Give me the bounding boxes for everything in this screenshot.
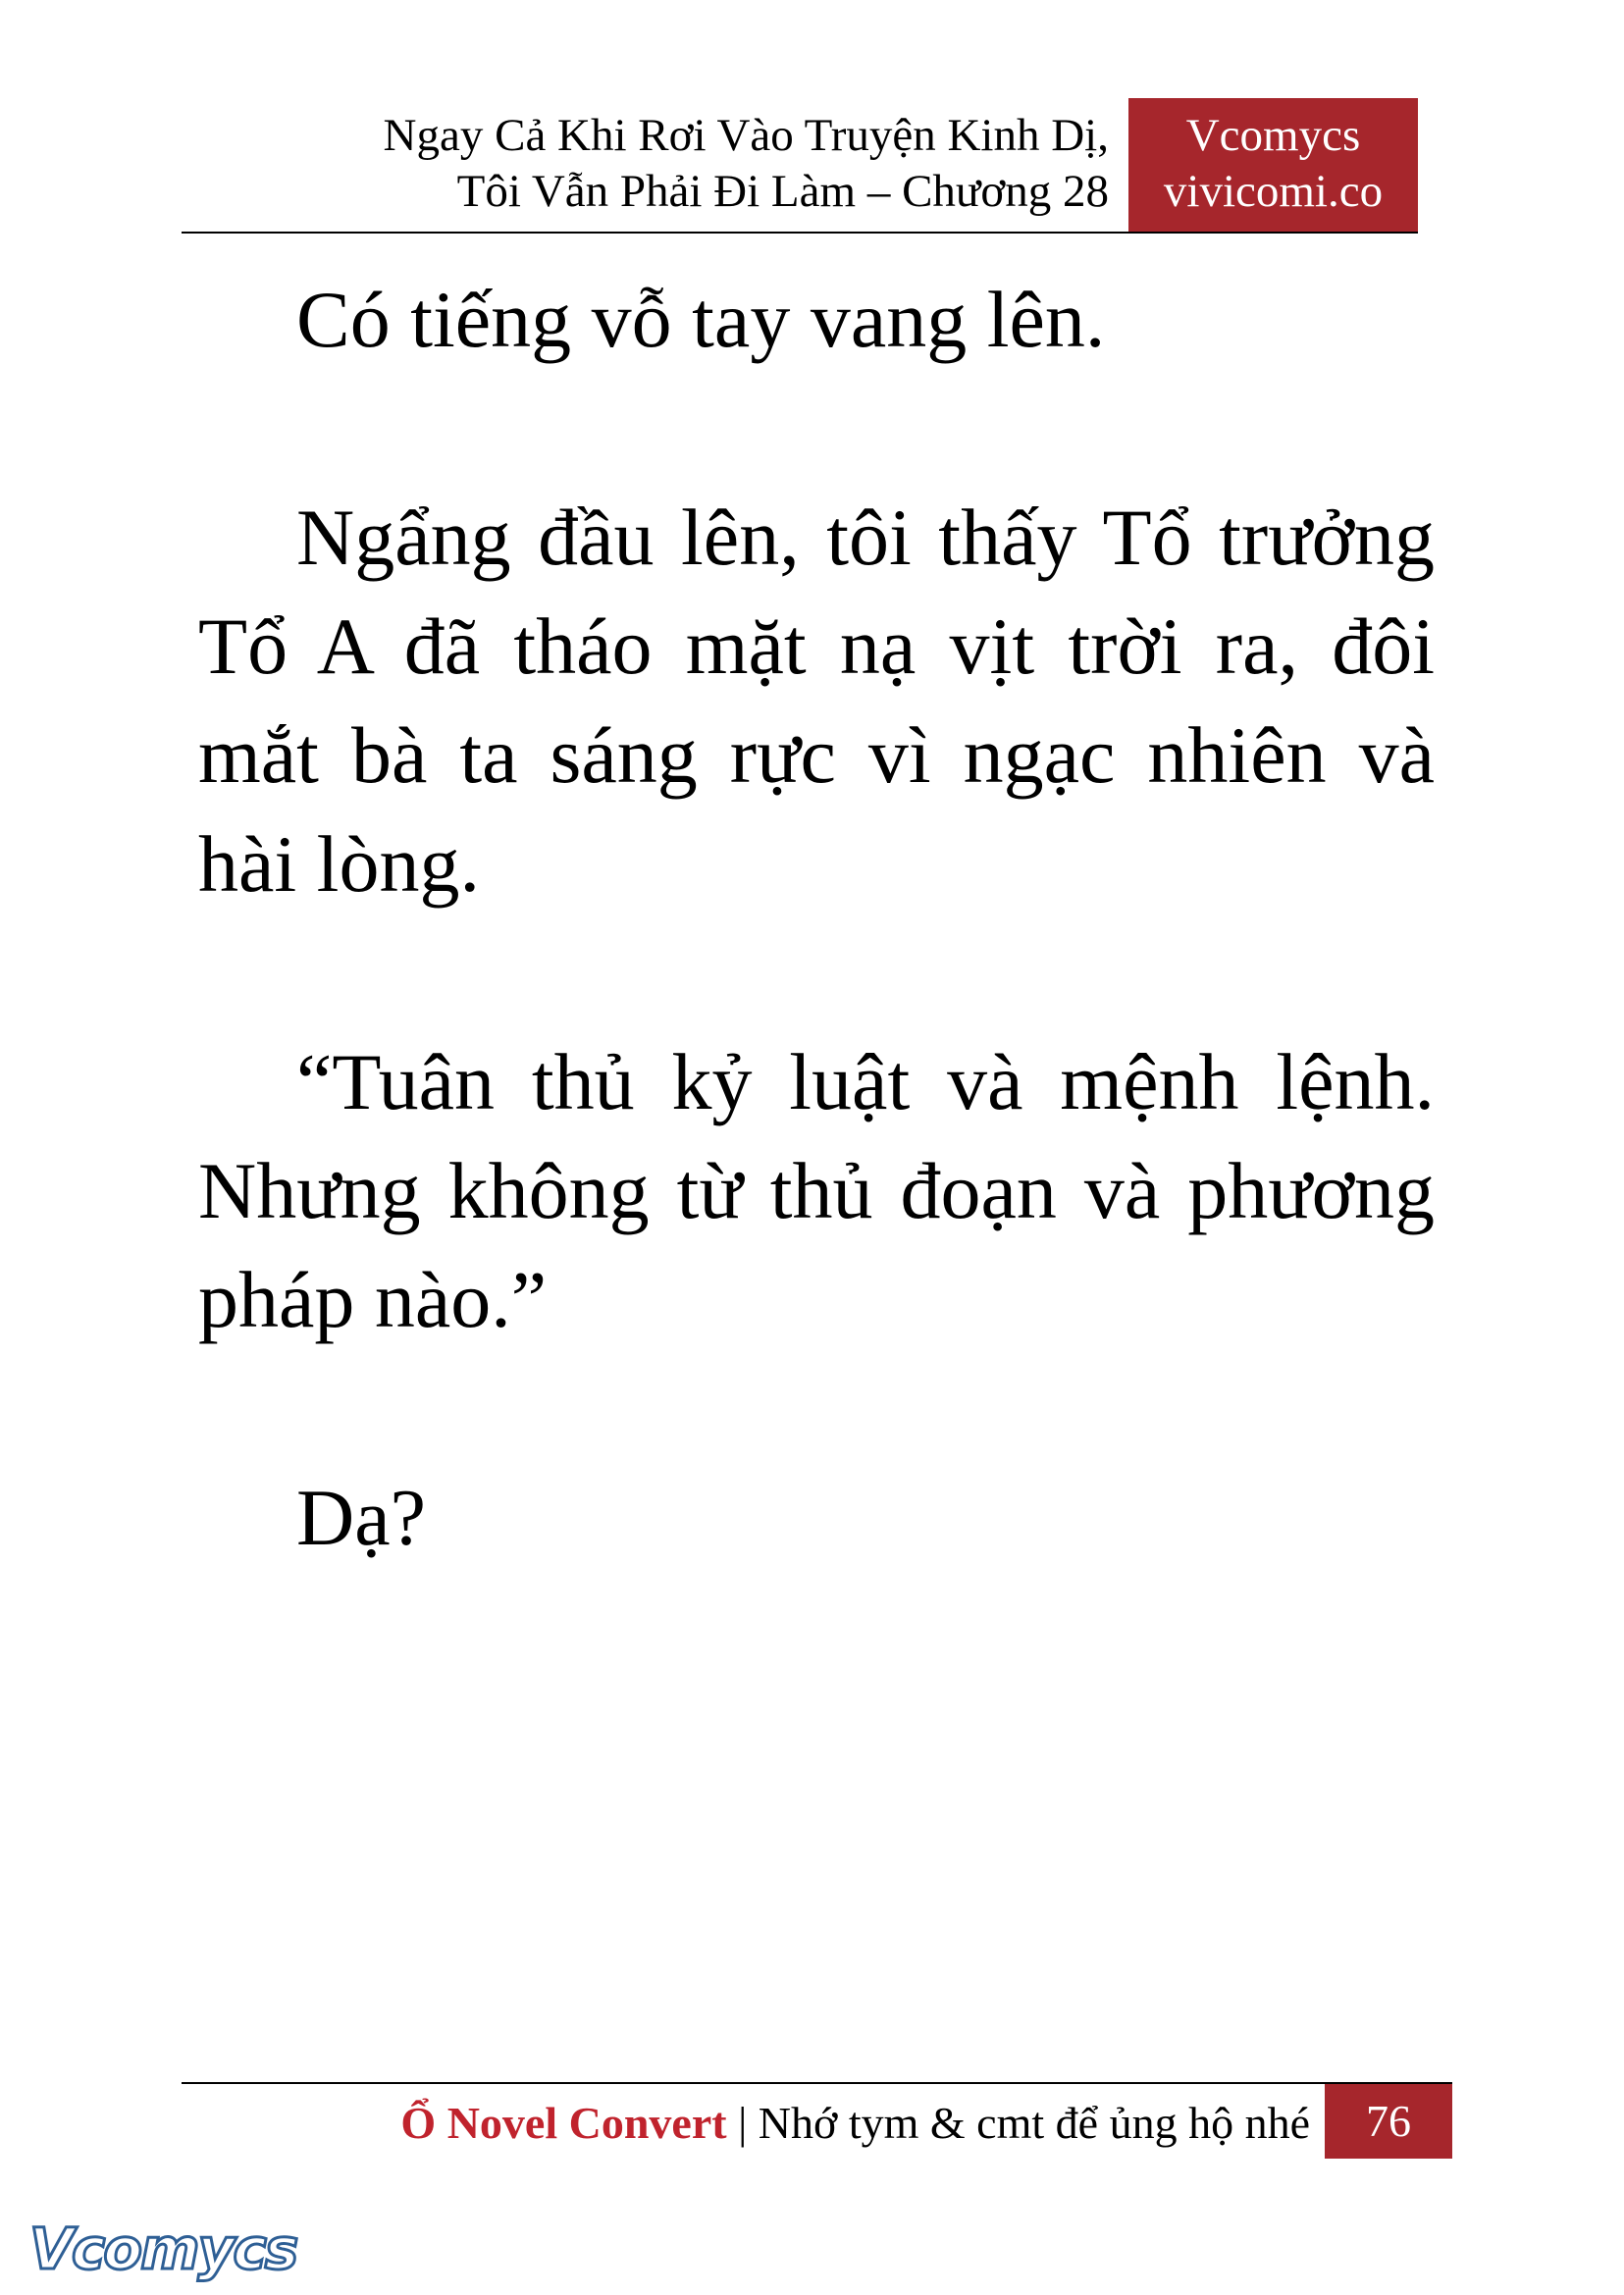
page-footer — [182, 2082, 1452, 2159]
paragraph: Ngẩng đầu lên, tôi thấy Tổ trưởng Tổ A đã tháo mặt nạ vịt trời ra, đôi mắt bà ta sáng rực vì ngạc nhiên và hài lòng. — [198, 493, 1435, 909]
footer-separator: | — [726, 2098, 759, 2148]
brand-name: Ổ Novel Convert — [400, 2098, 727, 2148]
site-name: Vcomycs — [1185, 110, 1361, 161]
paragraph: “Tuân thủ kỷ luật và mệnh lệnh. Nhưng không từ thủ đoạn và phương pháp nào.” — [198, 1037, 1435, 1344]
chapter-title — [384, 108, 1109, 220]
chapter-title-line-2: Tôi Vẫn Phải Đi Làm – Chương 28 — [456, 166, 1109, 217]
paragraph: Có tiếng vỗ tay vang lên. — [296, 275, 1106, 364]
page-number: 76 — [1325, 2084, 1452, 2159]
site-url: vivicomi.co — [1163, 166, 1384, 217]
footer-text — [400, 2094, 1310, 2153]
footer-message: Nhớ tym & cmt để ủng hộ nhé — [758, 2098, 1310, 2148]
story-text — [198, 265, 1435, 1572]
page-header — [182, 98, 1418, 234]
site-badge — [1128, 98, 1418, 232]
chapter-title-line-1: Ngay Cả Khi Rơi Vào Truyện Kinh Dị, — [383, 110, 1109, 161]
watermark-logo: Vcomycs — [29, 2216, 297, 2282]
paragraph: Dạ? — [296, 1473, 427, 1562]
